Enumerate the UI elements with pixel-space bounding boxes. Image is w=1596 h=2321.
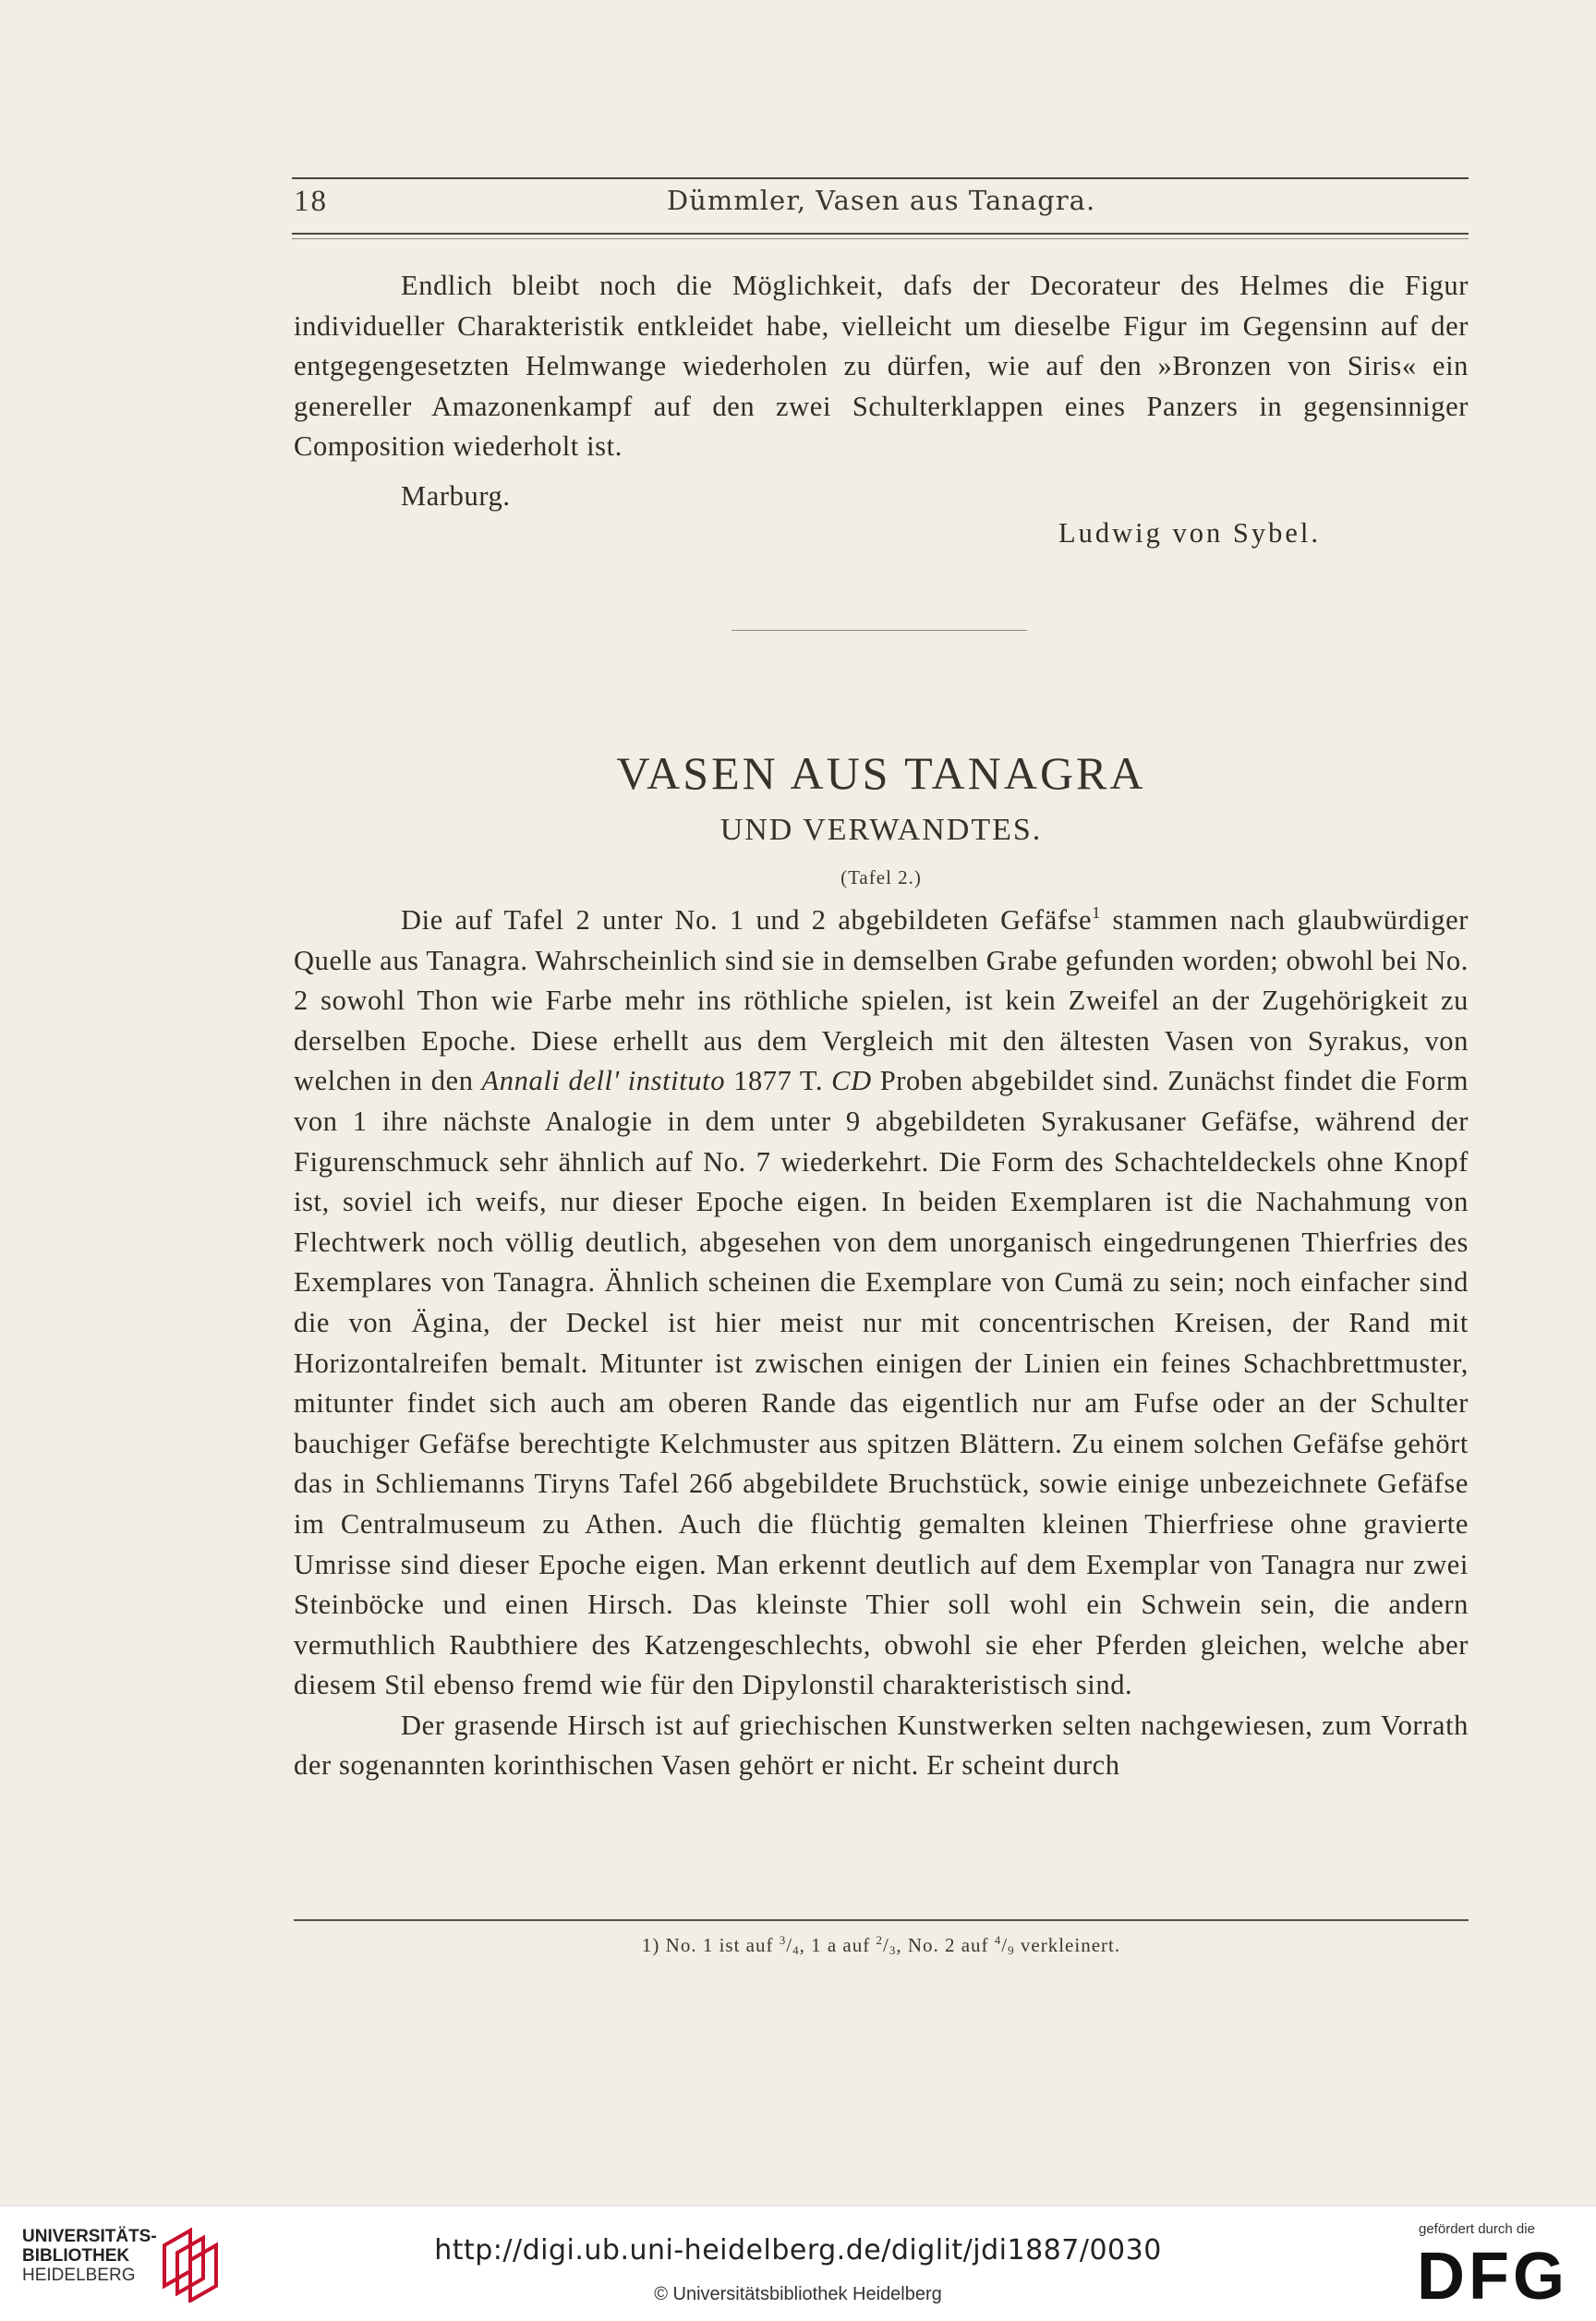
footnote-mark: 1) [641,1934,660,1956]
section-divider [732,630,1027,631]
footnote-marker: 1 [1092,903,1101,922]
article-subtitle: UND VERWANDTES. [719,813,1043,847]
closing-paragraph [294,266,1469,467]
dfg-logo-icon[interactable] [1417,2243,1579,2304]
copyright-notice: © Universitätsbibliothek Heidelberg [654,2284,942,2304]
p1-text-d: Proben abgebildet sind. Zunächst findet die Form von 1 ihre nächste Analogie in dem unter 9 abgebildeten Syrakusaner Gefäfse, während der Figurenschmuck sehr ähnlich auf No. 7 wiederkehrt. Die Form des Schachteldeckels ohne Knopf ist, soviel ich weifs, nur dieser Epoche eigen. In beiden Exemplaren ist die Nachahmung von Flechtwerk noch völlig deutlich, abgesehen von dem unorganisch eingedrungenen Thierfries des Exemplares von Tanagra. Ähnlich scheinen die Exemplare von Cumä zu sein; noch einfacher sind die von Ägina, der Deckel ist hier meist nur mit concentrischen Kreisen, der Rand mit Horizontalreifen bemalt. Mitunter ist zwischen einigen der Linien ein feines Schachbrettmuster, mitunter findet sich auch am oberen Rande das eigentlich nur am Fufse oder an der Schulter bauchiger Gefäfse berechtigte Kelchmuster aus spitzen Blättern. Zu einem solchen Gefäfse gehört das in Schliemanns Tiryns Tafel 26б abgebildete Bruchstück, sowie einige unbezeichnete Gefäfse im Centralmuseum zu Athen. Auch die flüchtig gemalten kleinen Thierfriese ohne gravierte Umrisse sind dieser Epoche eigen. Man erkennt deutlich auf dem Exemplar von Tanagra nur zwei Steinböcke und einen Hirsch. Das kleinste Thier soll wohl ein Schwein sein, die andern vermuthlich Raubthiere des Katzengeschlechts, obwohl sie eher Pferden gleichen, welche aber diesem Stil ebenso fremd wie für den Dipylonstil charakteristisch sind. [294,1065,1469,1701]
article-title: VASEN AUS TANAGRA [616,747,1146,799]
p1-text-b: stammen nach glaubwürdiger Quelle aus Tanagra. Wahrscheinlich sind sie in demselben Grabe gefunden worden; obwohl bei No. 2 sowohl Thon wie Farbe mehr ins röthliche spielen, ist kein Zweifel an der Zugehörigkeit zu derselben Epoche. Diese erhellt aus dem Vergleich mit den ältesten Vasen von Syrakus, von welchen in den [294,904,1469,1097]
article-body [294,901,1469,1786]
dfg-logo-text: DFG [1417,2243,1568,2304]
running-title: Dümmler, Vasen aus Tanagra. [666,185,1096,216]
footnote-text-3: , No. 2 auf [896,1934,995,1956]
library-name-line-1: UNIVERSITÄTS- [22,2227,157,2246]
article-paragraph-2: Der grasende Hirsch ist auf griechischen Kunstwerken selten nachgewiesen, zum Vorrath der sogenannten korinthischen Vasen gehört er nicht. Er scheint durch [294,1709,1469,1782]
author-place: Marburg. [401,480,511,512]
footer-banner [0,2206,1596,2321]
plate-letters: CD [831,1065,872,1097]
document-url-link[interactable]: http://digi.ub.uni-heidelberg.de/diglit/jdi1887/0030 [434,2234,1162,2267]
p1-text-c: 1877 T. [725,1065,832,1097]
funded-by-label: gefördert durch die [1419,2221,1535,2237]
p1-text-a: Die auf Tafel 2 unter No. 1 und 2 abgebildeten Gefäfse [401,904,1093,936]
footnote-text-2: , 1 a auf [799,1934,877,1956]
header-bottom-rule-thin [292,238,1469,239]
plate-reference: (Tafel 2.) [840,866,922,889]
fraction-3-numerator: 4 [994,1933,1002,1947]
fraction-3-denominator: 9 [1008,1943,1015,1957]
header-top-rule [292,177,1469,179]
library-name-line-3: HEIDELBERG [22,2266,136,2285]
page-number: 18 [294,185,328,218]
fraction-2-denominator: 3 [889,1943,897,1957]
fraction-1-denominator: 4 [792,1943,800,1957]
footnote-text-1: No. 1 ist auf [659,1934,780,1956]
journal-title: Annali dell' instituto [481,1065,726,1097]
footnote-text-4: verkleinert. [1014,1934,1121,1956]
author-name: Ludwig von Sybel. [1058,517,1321,549]
fraction-2-numerator: 2 [876,1933,883,1947]
fraction-1-numerator: 3 [779,1933,787,1947]
footnote: 1) No. 1 ist auf $^3/_4$, 1 a auf $^2/_3$, No. 2 auf $^4/_9$ verkleinert. [641,1933,1121,1957]
footnote-rule [294,1919,1469,1921]
closing-paragraph-text: Endlich bleibt noch die Möglichkeit, dafs der Decorateur des Helmes die Figur individueller Charakteristik entkleidet habe, vielleicht um dieselbe Figur im Gegensinn auf der entgegengesetzten Helmwange wiederholen zu dürfen, wie auf den »Bronzen von Siris« ein genereller Amazonenkampf auf den zwei Schulterklappen eines Panzers in gegensinniger Composition wiederholt ist. [294,270,1469,463]
header-bottom-rule [292,233,1469,235]
article-paragraph-1 [294,901,1469,1706]
library-name-line-2: BIBLIOTHEK [22,2246,130,2266]
